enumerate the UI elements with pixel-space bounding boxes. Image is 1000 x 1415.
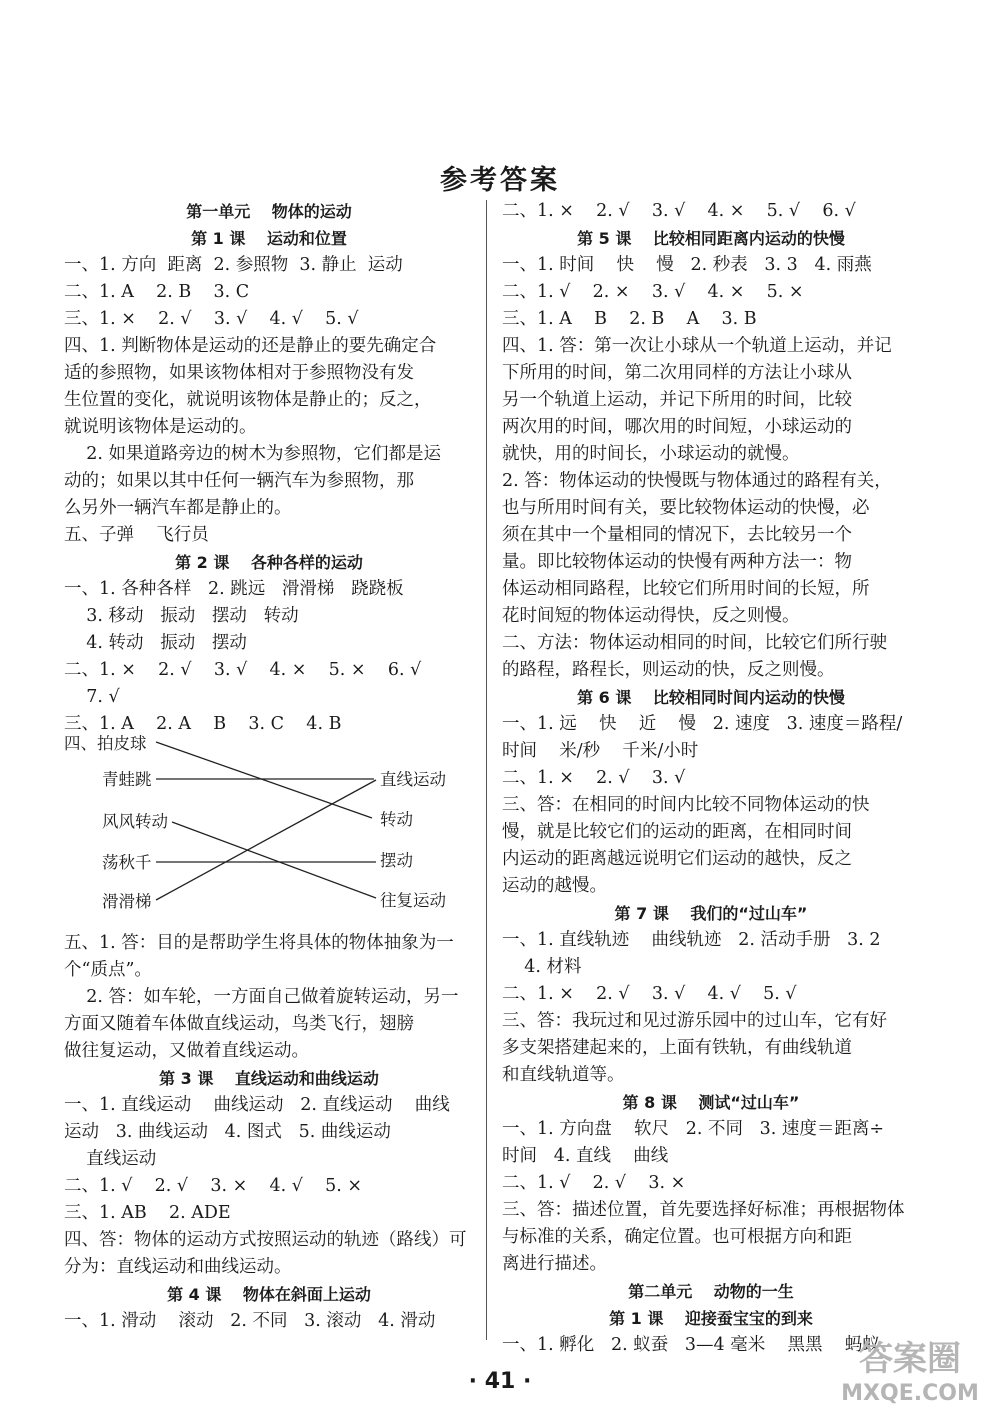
answer-line: 就说明该物体是运动的。 [64, 417, 257, 437]
answer-line: 花时间短的物体运动得快，反之则慢。 [502, 606, 800, 626]
answer-line: 一、1. 直线轨迹 曲线轨迹 2. 活动手册 3. 2 [502, 930, 881, 950]
matching-left-1: 青蛙跳 [102, 770, 152, 789]
answer-line: 一、1. 孵化 2. 蚁蚕 3—4 毫米 黑黑 蚂蚁 [502, 1335, 880, 1355]
answer-line: 三、答：描述位置，首先要选择好标准；再根据物体 [502, 1200, 905, 1220]
answer-line: 另一个轨道上运动，并记下所用的时间，比较 [502, 390, 852, 410]
column-divider [486, 200, 487, 1340]
answer-line: 二、方法：物体运动相同的时间，比较它们所行驶 [502, 633, 887, 653]
answer-line: 运动 3. 曲线运动 4. 图式 5. 曲线运动 [64, 1122, 391, 1142]
answer-line: 7. √ [64, 687, 120, 707]
answer-line: 4. 转动 振动 摆动 [64, 633, 247, 653]
matching-right-2: 转动 [380, 810, 413, 829]
answer-line: 直线运动 [64, 1149, 157, 1169]
page-number: · 41 · [468, 1369, 532, 1394]
answer-line: 一、1. 滑动 滚动 2. 不同 3. 滚动 4. 滑动 [64, 1311, 436, 1331]
matching-exercise [64, 734, 474, 918]
watermark-line2: MXQE.COM [841, 1381, 979, 1406]
answer-line: 生位置的变化，就说明该物体是静止的；反之， [64, 390, 432, 410]
section-heading: 第 3 课 直线运动和曲线运动 [159, 1069, 379, 1088]
matching-right-1: 直线运动 [380, 770, 446, 789]
answer-line: 两次用的时间，哪次用的时间短，小球运动的 [502, 417, 852, 437]
answer-line: 三、答：在相同的时间内比较不同物体运动的快 [502, 795, 870, 815]
answer-line: 方面又随着车体做直线运动，鸟类飞行，翅膀 [64, 1014, 414, 1034]
answer-line: 么另外一辆汽车都是静止的。 [64, 498, 292, 518]
answer-line: 适的参照物，如果该物体相对于参照物没有发 [64, 363, 414, 383]
matching-left-2: 风风转动 [102, 812, 168, 831]
answer-line: 动的；如果以其中任何一辆汽车为参照物，那 [64, 471, 414, 491]
section-heading: 第 6 课 比较相同时间内运动的快慢 [577, 688, 845, 707]
answer-line: 分为：直线运动和曲线运动。 [64, 1257, 292, 1277]
answer-line: 下所用的时间，第二次用同样的方法让小球从 [502, 363, 852, 383]
answer-line: 的路程，路程长，则运动的快，反之则慢。 [502, 660, 835, 680]
watermark-line1: 答案圈 [859, 1339, 961, 1379]
right-answers [502, 198, 920, 1359]
answer-line: 须在其中一个量相同的情况下，去比较另一个 [502, 525, 852, 545]
answer-line: 4. 材料 [502, 957, 582, 977]
section-heading: 第 1 课 运动和位置 [191, 229, 347, 248]
answer-line: 四、答：物体的运动方式按照运动的轨迹（路线）可 [64, 1230, 467, 1250]
answer-line: 二、1. A 2. B 3. C [64, 282, 250, 302]
answer-line: 做往复运动，又做着直线运动。 [64, 1041, 309, 1061]
matching-header: 四、拍皮球 [64, 734, 147, 753]
answer-line: 就快，用的时间长，小球运动的就慢。 [502, 444, 800, 464]
answer-line: 量。即比较物体运动的快慢有两种方法一：物 [502, 552, 852, 572]
answer-line: 二、1. √ 2. √ 3. × 4. √ 5. × [64, 1176, 363, 1196]
section-heading: 第 2 课 各种各样的运动 [175, 553, 363, 572]
answer-line: 一、1. 方向盘 软尺 2. 不同 3. 速度＝距离÷ [502, 1119, 885, 1139]
answer-line: 2. 答：物体运动的快慢既与物体通过的路程有关， [502, 471, 892, 491]
answer-line: 内运动的距离越远说明它们运动的越快，反之 [502, 849, 852, 869]
answer-line: 二、1. × 2. √ 3. √ 4. × 5. √ 6. √ [502, 201, 856, 221]
answer-line: 多支架搭建起来的，上面有铁轨，有曲线轨道 [502, 1038, 852, 1058]
left-column [64, 198, 474, 1335]
answer-line: 一、1. 时间 快 慢 2. 秒表 3. 3 4. 雨燕 [502, 255, 872, 275]
answer-line: 五、1. 答：目的是帮助学生将具体的物体抽象为一 [64, 933, 454, 953]
answer-line: 一、1. 直线运动 曲线运动 2. 直线运动 曲线 [64, 1095, 450, 1115]
section-heading: 第 5 课 比较相同距离内运动的快慢 [577, 229, 845, 248]
watermark-logo [830, 1330, 990, 1408]
left-answers-part-2 [64, 930, 474, 1335]
answer-line: 离进行描述。 [502, 1254, 607, 1274]
answer-line: 体运动相同路程，比较它们所用时间的长短，所 [502, 579, 870, 599]
answer-line: 一、1. 各种各样 2. 跳远 滑滑梯 跷跷板 [64, 579, 404, 599]
page-title: 参考答案 [440, 165, 560, 196]
answer-line: 一、1. 远 快 近 慢 2. 速度 3. 速度＝路程/ [502, 714, 903, 734]
answer-line: 三、答：我玩过和见过游乐园中的过山车，它有好 [502, 1011, 887, 1031]
answer-line: 慢，就是比较它们的运动的距离，在相同时间 [502, 822, 852, 842]
answer-line: 三、1. × 2. √ 3. √ 4. √ 5. √ [64, 309, 359, 329]
answer-line: 二、1. × 2. √ 3. √ 4. √ 5. √ [502, 984, 797, 1004]
answer-line: 五、子弹 飞行员 [64, 525, 209, 545]
section-heading: 第 7 课 我们的“过山车” [614, 904, 808, 923]
answer-line: 三、1. AB 2. ADE [64, 1203, 231, 1223]
answer-line: 三、1. A 2. A B 3. C 4. B [64, 714, 342, 734]
matching-left-3: 荡秋千 [102, 853, 152, 872]
answer-line: 二、1. × 2. √ 3. √ [502, 768, 686, 788]
matching-left-4: 滑滑梯 [102, 892, 152, 911]
section-heading: 第 4 课 物体在斜面上运动 [167, 1285, 371, 1304]
section-heading: 第二单元 动物的一生 [628, 1282, 794, 1301]
answer-line: 与标准的关系，确定位置。也可根据方向和距 [502, 1227, 852, 1247]
answer-line: 时间 4. 直线 曲线 [502, 1146, 669, 1166]
answer-line: 二、1. √ 2. √ 3. × [502, 1173, 686, 1193]
answer-line: 也与所用时间有关，要比较物体运动的快慢，必 [502, 498, 870, 518]
answer-line: 二、1. × 2. √ 3. √ 4. × 5. × 6. √ [64, 660, 422, 680]
answer-line: 时间 米/秒 千米/小时 [502, 741, 699, 761]
answer-line: 四、1. 答：第一次让小球从一个轨道上运动，并记 [502, 336, 892, 356]
left-answers-part-1 [64, 198, 474, 738]
matching-right-4: 往复运动 [380, 891, 446, 910]
answer-line: 和直线轨道等。 [502, 1065, 625, 1085]
answer-line: 二、1. √ 2. × 3. √ 4. × 5. × [502, 282, 804, 302]
section-heading: 第 1 课 迎接蚕宝宝的到来 [609, 1309, 813, 1328]
answer-line: 2. 答：如车轮，一方面自己做着旋转运动，另一 [64, 987, 459, 1007]
answer-line: 个“质点”。 [64, 960, 152, 980]
answer-line: 2. 如果道路旁边的树木为参照物，它们都是运 [64, 444, 442, 464]
answer-line: 运动的越慢。 [502, 876, 607, 896]
right-column [502, 198, 920, 1359]
answer-line: 四、1. 判断物体是运动的还是静止的要先确定合 [64, 336, 437, 356]
section-heading: 第一单元 物体的运动 [186, 202, 352, 221]
section-heading: 第 8 课 测试“过山车” [622, 1093, 800, 1112]
answer-line: 3. 移动 振动 摆动 转动 [64, 606, 299, 626]
answer-line: 一、1. 方向 距离 2. 参照物 3. 静止 运动 [64, 255, 403, 275]
answer-line: 三、1. A B 2. B A 3. B [502, 309, 757, 329]
matching-right-3: 摆动 [380, 851, 413, 870]
